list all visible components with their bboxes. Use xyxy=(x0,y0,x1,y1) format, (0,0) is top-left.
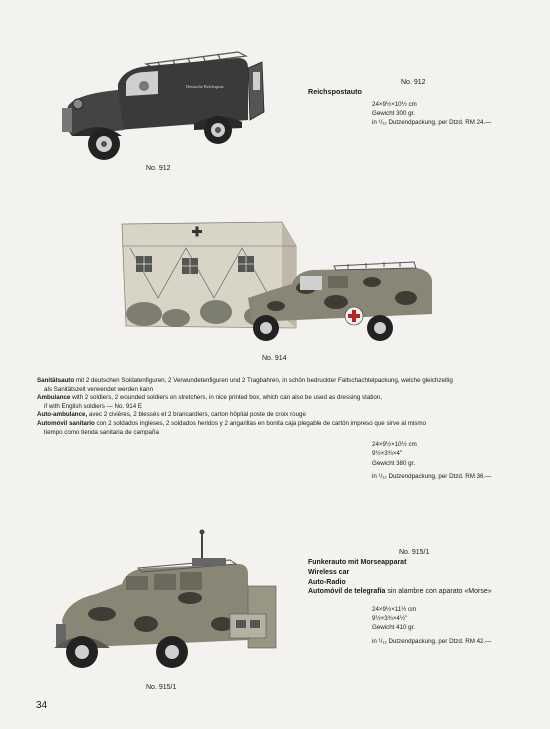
item2-spanish-lead: Automóvil sanitario xyxy=(37,419,95,427)
item3-weight: Gewicht 410 gr. xyxy=(372,624,415,631)
item2-spanish-text: con 2 soldados ingleses, 2 soldados heridos y 2 angarillas en bonita caja plegable de cartón impreso que sirve al mismo xyxy=(94,419,426,427)
ambulance-with-tent-image xyxy=(116,218,436,352)
item3-size-cm: 24×9½×11½ cm xyxy=(372,606,417,613)
item2-english-text: with 2 soldiers, 2 wounded soldiers on stretchers, in nice printed box, which can also be used as dressing station, xyxy=(70,394,382,402)
item3-title-en: Wireless car xyxy=(308,569,350,576)
van-lettering: Deutsche Reichspost xyxy=(186,84,224,89)
item3-title-de: Funkerauto mit Morseapparat xyxy=(308,559,407,566)
reichspostauto-image xyxy=(58,44,270,162)
wireless-car-image xyxy=(42,528,282,680)
item2-german-cont: als Sanitätszelt verwendet werden kann xyxy=(44,385,154,393)
item3-pack: in ¹/₁₂ Dutzendpackung, per Dtzd. RM 42.— xyxy=(372,638,492,645)
item1-weight: Gewicht 300 gr. xyxy=(372,110,415,117)
item3-title-fr: Auto-Radio xyxy=(308,579,346,586)
item2-size-cm: 24×9½×10½ cm xyxy=(372,441,417,448)
item2-german xyxy=(37,377,537,386)
item2-spanish xyxy=(37,420,537,429)
item2-english-lead: Ambulance xyxy=(37,394,71,402)
item2-spanish-cont: tiempo como tienda sanitaria de campaña xyxy=(44,428,159,436)
item2-english-cont: if with English soldiers — No. 914 E xyxy=(44,402,143,410)
item2-caption: No. 914 xyxy=(262,355,287,362)
item3-number: No. 915/1 xyxy=(399,549,430,556)
item3-title-es-rest: sin alambre con aparato «Morse» xyxy=(385,588,492,595)
item2-english xyxy=(37,394,537,403)
item1-size: 24×9½×10½ cm xyxy=(372,101,417,108)
item1-title: Reichspostauto xyxy=(308,87,362,96)
item2-french xyxy=(37,411,537,420)
item1-pack: in ¹/₁₂ Dutzendpackung, per Dtzd. RM 24.— xyxy=(372,119,492,126)
item3-titles xyxy=(308,558,406,588)
item3-title-es-lead: Automóvil de telegrafía xyxy=(308,588,386,595)
item2-size-in: 9½×3¾×4" xyxy=(372,450,403,457)
item2-pack: in ¹/₁₂ Dutzendpackung, per Dtzd. RM 36.— xyxy=(372,473,492,480)
item2-french-lead: Auto-ambulance, xyxy=(37,411,88,419)
item2-german-lead: Sanitätsauto xyxy=(37,377,75,384)
item2-weight: Gewicht 380 gr. xyxy=(372,460,415,467)
item3-size-in: 9½×3¾×4½" xyxy=(372,615,408,622)
item3-title-es xyxy=(308,588,492,595)
item3-caption: No. 915/1 xyxy=(146,684,177,691)
page-number: 34 xyxy=(36,700,48,711)
item1-number: No. 912 xyxy=(401,79,426,86)
item2-german-text: mit 2 deutschen Soldatenfiguren, 2 Verwundetenfiguren und 2 Tragbahren, in schön bedruckter Faltschachtelpackung, welche gleichzeitig xyxy=(74,377,453,384)
item1-caption: No. 912 xyxy=(146,165,171,172)
item2-description xyxy=(37,377,537,437)
item2-french-text: avec 2 civières, 2 blessés et 2 brancardiers, carton hôpital poste de croix rouge xyxy=(87,411,306,419)
